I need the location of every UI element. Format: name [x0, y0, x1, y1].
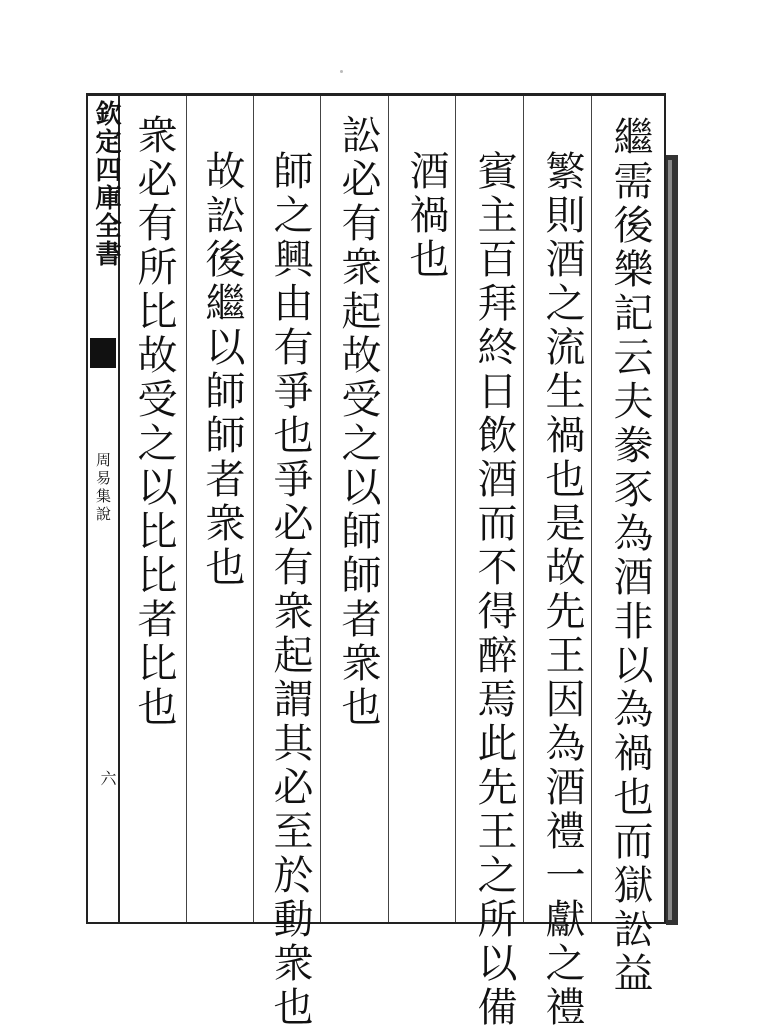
text-column-8: 衆必有所比故受之以比比者比也 — [131, 114, 177, 730]
column-divider — [186, 96, 187, 922]
scan-speck — [340, 70, 343, 73]
column-divider — [320, 96, 321, 922]
column-divider — [388, 96, 389, 922]
column-divider — [523, 96, 524, 922]
page-number: 六 — [98, 770, 117, 786]
section-title: 周易集說 — [94, 452, 112, 524]
column-divider — [591, 96, 592, 922]
book-title: 欽定四庫全書 — [91, 100, 121, 268]
binding-edge-highlight — [668, 160, 672, 920]
text-column-7: 故訟後繼以師師者衆也 — [199, 150, 245, 590]
text-column-5: 訟必有衆起故受之以師師者衆也 — [335, 114, 381, 730]
text-column-4: 酒禍也 — [403, 150, 449, 282]
column-divider — [253, 96, 254, 922]
text-column-1: 繼需後樂記云夫豢豕為酒非以為禍也而獄訟益 — [607, 116, 653, 996]
fishtail-mark — [90, 338, 116, 368]
column-divider — [455, 96, 456, 922]
text-column-6: 師之興由有爭也爭必有衆起謂其必至於動衆也 — [267, 150, 313, 1030]
text-column-2: 繁則酒之流生禍也是故先王因為酒禮一獻之禮 — [539, 150, 585, 1030]
text-column-3: 賓主百拜終日飲酒而不得醉焉此先王之所以備 — [471, 150, 517, 1030]
